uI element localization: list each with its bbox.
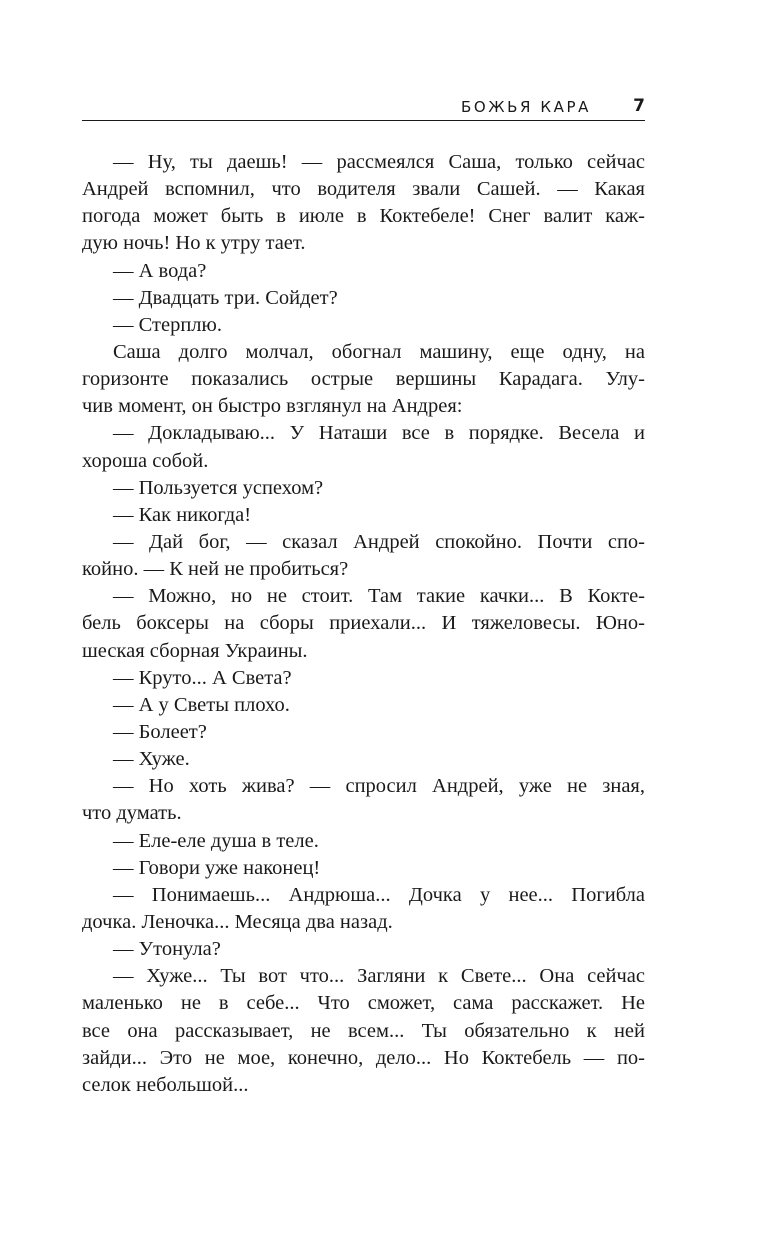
text-line: горизонте показались острые вершины Карадага. Улу-: [82, 368, 645, 391]
text-line: — Понимаешь... Андрюша... Дочка у нее... Погибла: [113, 883, 645, 906]
text-line: — Но хоть жива? — спросил Андрей, уже не зная,: [113, 775, 645, 798]
text-line: — Еле-еле душа в теле.: [113, 829, 319, 852]
text-line: — Докладываю... У Наташи все в порядке. Весела и: [113, 422, 645, 445]
text-line: — Хуже.: [113, 748, 190, 771]
text-line: — Двадцать три. Сойдет?: [113, 286, 338, 309]
text-line: селок небольшой...: [82, 1073, 249, 1096]
text-line: — Дай бог, — сказал Андрей спокойно. Почти спо-: [113, 530, 645, 553]
running-header: [82, 96, 645, 121]
text-line: — Болеет?: [113, 720, 207, 743]
text-line: — Стерплю.: [113, 313, 222, 336]
text-line: койно. — К ней не пробиться?: [82, 558, 349, 581]
text-line: шеская сборная Украины.: [82, 639, 308, 662]
text-line: Саша долго молчал, обогнал машину, еще одну, на: [113, 340, 645, 363]
text-line: — Круто... А Света?: [113, 666, 292, 689]
text-line: — А вода?: [113, 259, 207, 282]
text-line: маленько не в себе... Что сможет, сама расскажет. Не: [82, 992, 645, 1015]
text-line: хороша собой.: [82, 449, 209, 472]
page-body: [82, 149, 645, 1099]
text-line: дую ночь! Но к утру тает.: [82, 232, 306, 255]
text-line: — Ну, ты даешь! — рассмеялся Саша, только сейчас: [113, 151, 645, 173]
text-line: — А у Светы плохо.: [113, 693, 290, 716]
text-line: погода может быть в июле в Коктебеле! Снег валит каж-: [82, 205, 645, 228]
page-number: 7: [633, 96, 645, 116]
text-line: зайди... Это не мое, конечно, дело... Но Коктебель — по-: [82, 1046, 645, 1069]
text-line: — Как никогда!: [113, 503, 252, 526]
text-line: чив момент, он быстро взглянул на Андрея:: [82, 395, 463, 418]
text-line: — Пользуется успехом?: [113, 476, 324, 499]
text-line: Андрей вспомнил, что водителя звали Сашей. — Какая: [82, 178, 645, 201]
text-line: что думать.: [82, 802, 182, 825]
text-line: — Говори уже наконец!: [113, 856, 321, 879]
text-line: бель боксеры на сборы приехали... И тяжеловесы. Юно-: [82, 612, 645, 635]
text-line: дочка. Леночка... Месяца два назад.: [82, 910, 393, 933]
text-line: — Утонула?: [113, 938, 221, 961]
running-title: БОЖЬЯ КАРА: [461, 98, 591, 116]
text-line: — Можно, но не стоит. Там такие качки... В Коктe-: [113, 585, 645, 608]
text-line: — Хуже... Ты вот что... Загляни к Свете... Она сейчас: [113, 965, 645, 988]
text-line: все она рассказывает, не всем... Ты обязательно к ней: [82, 1019, 645, 1042]
